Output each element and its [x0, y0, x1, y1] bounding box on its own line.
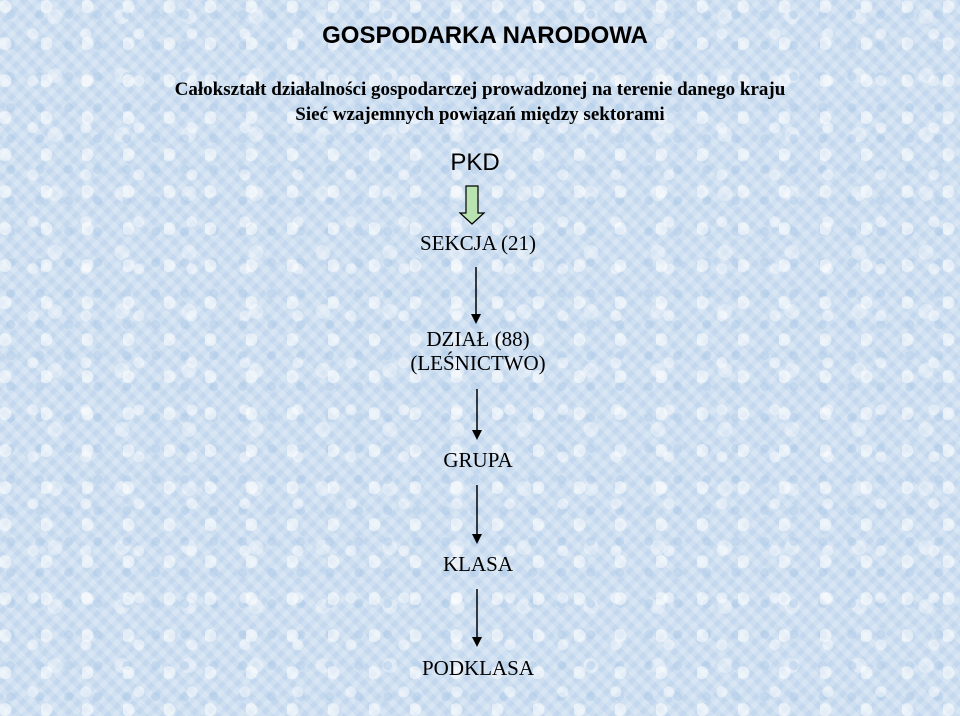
- arrow-grupa-to-klasa: [472, 485, 482, 544]
- arrow-klasa-to-podklasa: [472, 589, 482, 647]
- node-podklasa: PODKLASA: [421, 656, 534, 680]
- definition-line-1: Całokształt działalności gospodarczej prowadzonej na terenie danego kraju: [174, 79, 786, 100]
- definition-line-2: Sieć wzajemnych powiązań między sektorami: [295, 104, 665, 125]
- pkd-label: PKD: [450, 149, 500, 176]
- node-dzial-sublabel: (LEŚNICTWO): [410, 351, 546, 375]
- node-sekcja: SEKCJA (21): [419, 231, 537, 255]
- hollow-down-arrow: [460, 186, 484, 224]
- node-dzial: DZIAŁ (88): [426, 327, 530, 351]
- slide-title: GOSPODARKA NARODOWA: [322, 22, 648, 49]
- arrow-dzial-to-grupa: [472, 389, 482, 440]
- node-klasa: KLASA: [442, 552, 513, 576]
- node-grupa: GRUPA: [443, 448, 513, 472]
- arrow-sekcja-to-dzial: [471, 267, 481, 324]
